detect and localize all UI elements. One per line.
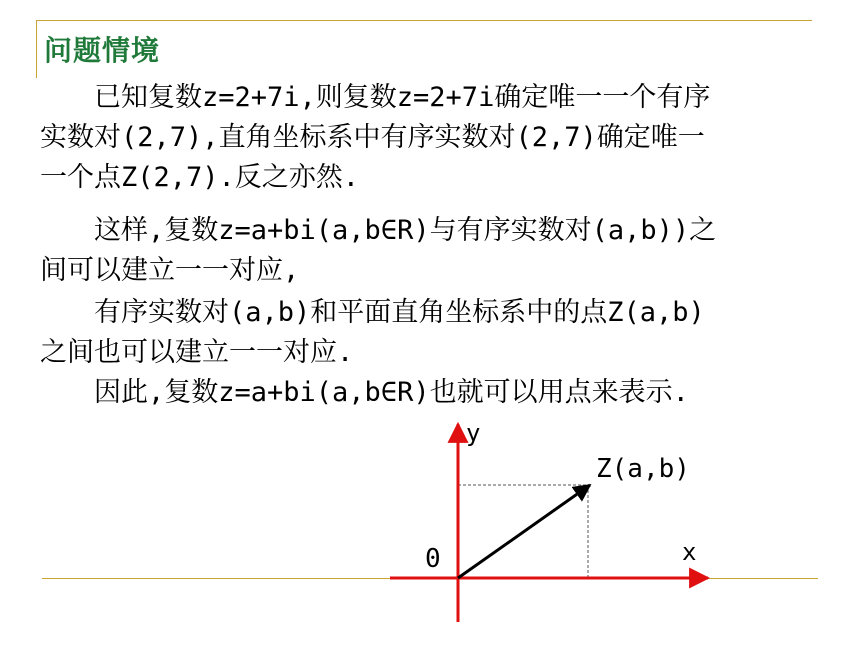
paragraph-line: 已知复数z=2+7i,则复数z=2+7i确定唯一一个有序	[40, 82, 711, 113]
x-axis-label: x	[682, 538, 697, 566]
vector-oz	[458, 485, 590, 578]
origin-label: 0	[425, 544, 441, 574]
paragraph-line: 这样,复数z=a+bi(a,b∈R)与有序实数对(a,b))之	[40, 215, 717, 246]
point-z-label: Z(a,b)	[596, 454, 690, 484]
paragraph-line: 因此,复数z=a+bi(a,b∈R)也就可以用点来表示.	[40, 377, 689, 408]
paragraph-line: 一个点Z(2,7).反之亦然.	[40, 162, 360, 193]
paragraph-line: 间可以建立一一对应,	[40, 255, 300, 286]
section-title: 问题情境	[44, 34, 161, 67]
paragraph-line: 有序实数对(a,b)和平面直角坐标系中的点Z(a,b)	[40, 297, 705, 328]
y-axis-label: y	[466, 419, 481, 447]
paragraph-line: 之间也可以建立一一对应.	[40, 337, 354, 368]
paragraph-line: 实数对(2,7),直角坐标系中有序实数对(2,7)确定唯一	[40, 122, 705, 153]
